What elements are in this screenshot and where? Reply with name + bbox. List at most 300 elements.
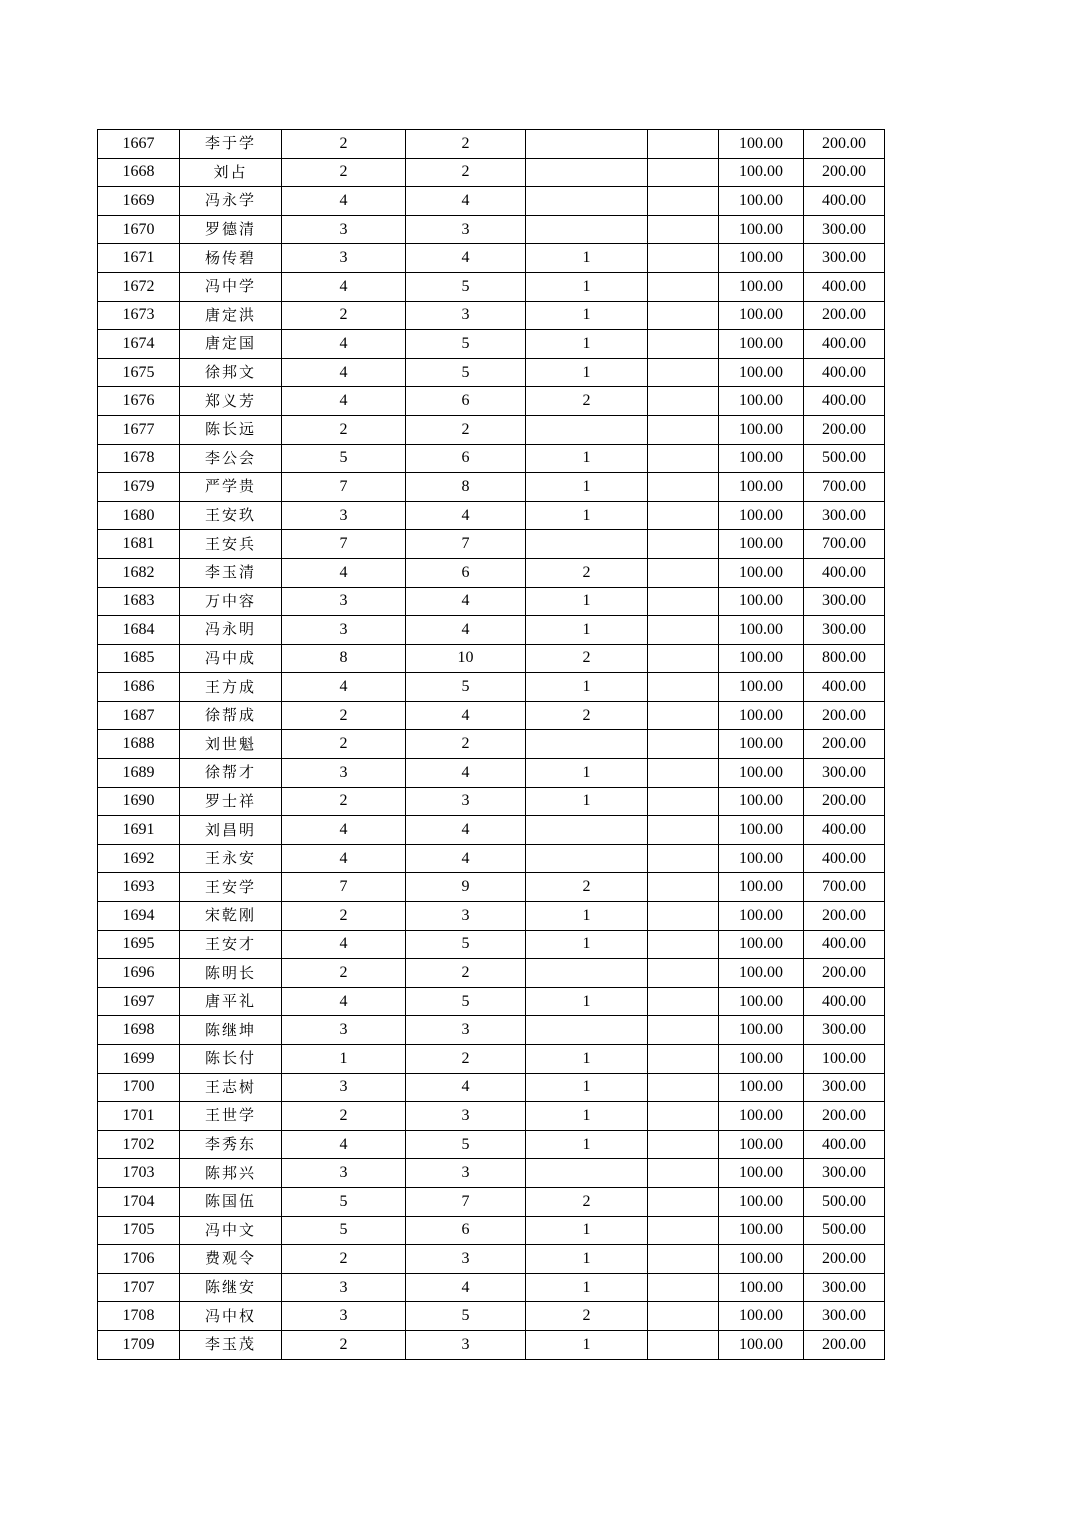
table-row	[98, 444, 885, 473]
total-amount-cell: 400.00	[804, 987, 885, 1016]
count-d-cell	[648, 530, 719, 559]
count-c-cell: 2	[526, 1187, 648, 1216]
unit-amount-cell: 100.00	[719, 1016, 804, 1045]
count-b-cell: 5	[406, 358, 526, 387]
person-name-cell: 冯中学	[180, 272, 282, 301]
total-amount-cell: 200.00	[804, 415, 885, 444]
table-row	[98, 759, 885, 788]
count-a-cell: 4	[282, 558, 406, 587]
count-c-cell	[526, 844, 648, 873]
unit-amount-cell: 100.00	[719, 244, 804, 273]
count-c-cell	[526, 415, 648, 444]
person-name-cell: 刘昌明	[180, 816, 282, 845]
count-d-cell	[648, 1073, 719, 1102]
count-c-cell	[526, 215, 648, 244]
count-b-cell: 5	[406, 673, 526, 702]
row-number-cell: 1683	[98, 587, 180, 616]
person-name-cell: 陈继安	[180, 1273, 282, 1302]
count-b-cell: 5	[406, 930, 526, 959]
count-c-cell: 1	[526, 1073, 648, 1102]
count-c-cell: 2	[526, 1302, 648, 1331]
row-number-cell: 1672	[98, 272, 180, 301]
count-c-cell: 1	[526, 787, 648, 816]
row-number-cell: 1678	[98, 444, 180, 473]
count-d-cell	[648, 816, 719, 845]
count-b-cell: 4	[406, 759, 526, 788]
count-c-cell: 1	[526, 301, 648, 330]
count-b-cell: 3	[406, 1159, 526, 1188]
table-row	[98, 330, 885, 359]
person-name-cell: 陈明长	[180, 959, 282, 988]
total-amount-cell: 500.00	[804, 444, 885, 473]
table-row	[98, 644, 885, 673]
total-amount-cell: 300.00	[804, 244, 885, 273]
data-table	[97, 129, 885, 1360]
row-number-cell: 1702	[98, 1130, 180, 1159]
total-amount-cell: 200.00	[804, 902, 885, 931]
total-amount-cell: 400.00	[804, 358, 885, 387]
count-a-cell: 7	[282, 473, 406, 502]
row-number-cell: 1688	[98, 730, 180, 759]
unit-amount-cell: 100.00	[719, 387, 804, 416]
row-number-cell: 1687	[98, 701, 180, 730]
unit-amount-cell: 100.00	[719, 701, 804, 730]
unit-amount-cell: 100.00	[719, 873, 804, 902]
total-amount-cell: 400.00	[804, 330, 885, 359]
unit-amount-cell: 100.00	[719, 902, 804, 931]
count-b-cell: 5	[406, 1302, 526, 1331]
count-b-cell: 2	[406, 730, 526, 759]
total-amount-cell: 200.00	[804, 301, 885, 330]
count-c-cell: 1	[526, 1245, 648, 1274]
count-a-cell: 8	[282, 644, 406, 673]
count-a-cell: 3	[282, 616, 406, 645]
row-number-cell: 1706	[98, 1245, 180, 1274]
table-row	[98, 215, 885, 244]
unit-amount-cell: 100.00	[719, 759, 804, 788]
unit-amount-cell: 100.00	[719, 616, 804, 645]
total-amount-cell: 400.00	[804, 844, 885, 873]
count-b-cell: 4	[406, 587, 526, 616]
total-amount-cell: 200.00	[804, 701, 885, 730]
total-amount-cell: 400.00	[804, 558, 885, 587]
count-d-cell	[648, 1216, 719, 1245]
table-row	[98, 387, 885, 416]
row-number-cell: 1679	[98, 473, 180, 502]
person-name-cell: 冯中成	[180, 644, 282, 673]
total-amount-cell: 400.00	[804, 187, 885, 216]
total-amount-cell: 700.00	[804, 473, 885, 502]
table-row	[98, 1159, 885, 1188]
count-d-cell	[648, 415, 719, 444]
unit-amount-cell: 100.00	[719, 644, 804, 673]
table-row	[98, 902, 885, 931]
count-d-cell	[648, 844, 719, 873]
count-c-cell: 2	[526, 873, 648, 902]
count-b-cell: 4	[406, 701, 526, 730]
count-c-cell	[526, 530, 648, 559]
unit-amount-cell: 100.00	[719, 1102, 804, 1131]
unit-amount-cell: 100.00	[719, 1245, 804, 1274]
row-number-cell: 1701	[98, 1102, 180, 1131]
count-a-cell: 3	[282, 1273, 406, 1302]
person-name-cell: 杨传碧	[180, 244, 282, 273]
count-c-cell: 1	[526, 1045, 648, 1074]
count-a-cell: 2	[282, 415, 406, 444]
count-a-cell: 3	[282, 244, 406, 273]
row-number-cell: 1690	[98, 787, 180, 816]
total-amount-cell: 400.00	[804, 272, 885, 301]
table-row	[98, 959, 885, 988]
table-row	[98, 358, 885, 387]
unit-amount-cell: 100.00	[719, 1330, 804, 1359]
row-number-cell: 1697	[98, 987, 180, 1016]
count-c-cell: 1	[526, 759, 648, 788]
count-d-cell	[648, 558, 719, 587]
count-a-cell: 4	[282, 816, 406, 845]
person-name-cell: 陈继坤	[180, 1016, 282, 1045]
count-b-cell: 3	[406, 787, 526, 816]
person-name-cell: 唐定洪	[180, 301, 282, 330]
row-number-cell: 1692	[98, 844, 180, 873]
total-amount-cell: 300.00	[804, 759, 885, 788]
row-number-cell: 1674	[98, 330, 180, 359]
count-d-cell	[648, 1273, 719, 1302]
count-d-cell	[648, 1159, 719, 1188]
count-d-cell	[648, 1102, 719, 1131]
table-row	[98, 1330, 885, 1359]
count-b-cell: 3	[406, 1016, 526, 1045]
count-a-cell: 3	[282, 1016, 406, 1045]
count-b-cell: 2	[406, 959, 526, 988]
count-c-cell: 1	[526, 1130, 648, 1159]
table-row	[98, 130, 885, 159]
count-a-cell: 4	[282, 930, 406, 959]
unit-amount-cell: 100.00	[719, 1302, 804, 1331]
count-c-cell	[526, 130, 648, 159]
person-name-cell: 刘占	[180, 158, 282, 187]
table-row	[98, 1273, 885, 1302]
count-a-cell: 2	[282, 701, 406, 730]
count-b-cell: 5	[406, 987, 526, 1016]
row-number-cell: 1682	[98, 558, 180, 587]
count-d-cell	[648, 987, 719, 1016]
count-a-cell: 3	[282, 1159, 406, 1188]
count-b-cell: 6	[406, 558, 526, 587]
person-name-cell: 陈长远	[180, 415, 282, 444]
table-row	[98, 1073, 885, 1102]
count-c-cell: 1	[526, 330, 648, 359]
count-b-cell: 7	[406, 1187, 526, 1216]
person-name-cell: 李于学	[180, 130, 282, 159]
total-amount-cell: 700.00	[804, 530, 885, 559]
total-amount-cell: 400.00	[804, 930, 885, 959]
count-a-cell: 5	[282, 1187, 406, 1216]
person-name-cell: 王志树	[180, 1073, 282, 1102]
count-b-cell: 4	[406, 244, 526, 273]
total-amount-cell: 300.00	[804, 1273, 885, 1302]
person-name-cell: 宋乾刚	[180, 902, 282, 931]
count-d-cell	[648, 1330, 719, 1359]
count-c-cell: 1	[526, 1330, 648, 1359]
total-amount-cell: 400.00	[804, 1130, 885, 1159]
total-amount-cell: 300.00	[804, 215, 885, 244]
unit-amount-cell: 100.00	[719, 130, 804, 159]
total-amount-cell: 500.00	[804, 1187, 885, 1216]
table-row	[98, 1302, 885, 1331]
count-b-cell: 4	[406, 816, 526, 845]
count-a-cell: 5	[282, 444, 406, 473]
count-c-cell: 1	[526, 473, 648, 502]
total-amount-cell: 300.00	[804, 1073, 885, 1102]
count-a-cell: 3	[282, 587, 406, 616]
unit-amount-cell: 100.00	[719, 1073, 804, 1102]
count-d-cell	[648, 130, 719, 159]
count-d-cell	[648, 701, 719, 730]
table-row	[98, 1102, 885, 1131]
person-name-cell: 李公会	[180, 444, 282, 473]
total-amount-cell: 700.00	[804, 873, 885, 902]
count-a-cell: 7	[282, 873, 406, 902]
row-number-cell: 1693	[98, 873, 180, 902]
count-b-cell: 2	[406, 1045, 526, 1074]
count-c-cell	[526, 959, 648, 988]
count-a-cell: 2	[282, 730, 406, 759]
unit-amount-cell: 100.00	[719, 1045, 804, 1074]
person-name-cell: 冯永学	[180, 187, 282, 216]
row-number-cell: 1696	[98, 959, 180, 988]
total-amount-cell: 400.00	[804, 387, 885, 416]
person-name-cell: 徐邦文	[180, 358, 282, 387]
table-row	[98, 473, 885, 502]
count-a-cell: 3	[282, 1302, 406, 1331]
count-b-cell: 5	[406, 272, 526, 301]
table-row	[98, 1045, 885, 1074]
table-row	[98, 301, 885, 330]
unit-amount-cell: 100.00	[719, 1187, 804, 1216]
unit-amount-cell: 100.00	[719, 415, 804, 444]
row-number-cell: 1670	[98, 215, 180, 244]
row-number-cell: 1676	[98, 387, 180, 416]
unit-amount-cell: 100.00	[719, 301, 804, 330]
count-b-cell: 2	[406, 158, 526, 187]
total-amount-cell: 200.00	[804, 130, 885, 159]
count-b-cell: 5	[406, 330, 526, 359]
row-number-cell: 1677	[98, 415, 180, 444]
person-name-cell: 李玉清	[180, 558, 282, 587]
total-amount-cell: 200.00	[804, 1102, 885, 1131]
unit-amount-cell: 100.00	[719, 215, 804, 244]
count-c-cell: 2	[526, 387, 648, 416]
count-c-cell: 1	[526, 587, 648, 616]
row-number-cell: 1675	[98, 358, 180, 387]
row-number-cell: 1673	[98, 301, 180, 330]
total-amount-cell: 300.00	[804, 1302, 885, 1331]
count-d-cell	[648, 301, 719, 330]
count-a-cell: 7	[282, 530, 406, 559]
row-number-cell: 1667	[98, 130, 180, 159]
count-a-cell: 3	[282, 501, 406, 530]
count-a-cell: 2	[282, 1102, 406, 1131]
count-a-cell: 2	[282, 130, 406, 159]
person-name-cell: 王安才	[180, 930, 282, 959]
total-amount-cell: 200.00	[804, 1245, 885, 1274]
count-c-cell: 1	[526, 987, 648, 1016]
total-amount-cell: 200.00	[804, 730, 885, 759]
count-c-cell	[526, 1159, 648, 1188]
table-row	[98, 1130, 885, 1159]
count-b-cell: 3	[406, 1102, 526, 1131]
person-name-cell: 陈国伍	[180, 1187, 282, 1216]
count-c-cell: 2	[526, 701, 648, 730]
unit-amount-cell: 100.00	[719, 930, 804, 959]
unit-amount-cell: 100.00	[719, 787, 804, 816]
table-row	[98, 987, 885, 1016]
unit-amount-cell: 100.00	[719, 987, 804, 1016]
row-number-cell: 1684	[98, 616, 180, 645]
row-number-cell: 1680	[98, 501, 180, 530]
row-number-cell: 1695	[98, 930, 180, 959]
unit-amount-cell: 100.00	[719, 187, 804, 216]
person-name-cell: 郑义芳	[180, 387, 282, 416]
person-name-cell: 严学贵	[180, 473, 282, 502]
table-row	[98, 501, 885, 530]
person-name-cell: 王安学	[180, 873, 282, 902]
count-b-cell: 4	[406, 844, 526, 873]
count-d-cell	[648, 1302, 719, 1331]
count-c-cell	[526, 187, 648, 216]
count-c-cell: 2	[526, 558, 648, 587]
row-number-cell: 1699	[98, 1045, 180, 1074]
count-b-cell: 4	[406, 1073, 526, 1102]
count-a-cell: 2	[282, 787, 406, 816]
count-d-cell	[648, 501, 719, 530]
count-b-cell: 4	[406, 501, 526, 530]
count-d-cell	[648, 387, 719, 416]
count-d-cell	[648, 587, 719, 616]
table-row	[98, 1016, 885, 1045]
row-number-cell: 1686	[98, 673, 180, 702]
table-body	[98, 130, 885, 1360]
table-row	[98, 158, 885, 187]
total-amount-cell: 300.00	[804, 501, 885, 530]
count-d-cell	[648, 1045, 719, 1074]
count-a-cell: 3	[282, 1073, 406, 1102]
unit-amount-cell: 100.00	[719, 473, 804, 502]
person-name-cell: 陈邦兴	[180, 1159, 282, 1188]
count-a-cell: 2	[282, 1330, 406, 1359]
count-a-cell: 2	[282, 158, 406, 187]
count-d-cell	[648, 158, 719, 187]
unit-amount-cell: 100.00	[719, 1130, 804, 1159]
unit-amount-cell: 100.00	[719, 730, 804, 759]
unit-amount-cell: 100.00	[719, 358, 804, 387]
count-b-cell: 4	[406, 616, 526, 645]
count-c-cell	[526, 730, 648, 759]
table-row	[98, 244, 885, 273]
count-d-cell	[648, 759, 719, 788]
table-row	[98, 187, 885, 216]
total-amount-cell: 300.00	[804, 1016, 885, 1045]
count-a-cell: 5	[282, 1216, 406, 1245]
count-d-cell	[648, 873, 719, 902]
person-name-cell: 刘世魁	[180, 730, 282, 759]
count-a-cell: 4	[282, 187, 406, 216]
count-b-cell: 2	[406, 415, 526, 444]
total-amount-cell: 500.00	[804, 1216, 885, 1245]
unit-amount-cell: 100.00	[719, 587, 804, 616]
count-c-cell: 1	[526, 1273, 648, 1302]
count-b-cell: 8	[406, 473, 526, 502]
person-name-cell: 徐帮成	[180, 701, 282, 730]
person-name-cell: 唐定国	[180, 330, 282, 359]
count-c-cell: 1	[526, 272, 648, 301]
count-d-cell	[648, 959, 719, 988]
unit-amount-cell: 100.00	[719, 501, 804, 530]
total-amount-cell: 100.00	[804, 1045, 885, 1074]
total-amount-cell: 300.00	[804, 587, 885, 616]
count-a-cell: 4	[282, 358, 406, 387]
unit-amount-cell: 100.00	[719, 844, 804, 873]
count-c-cell	[526, 816, 648, 845]
count-d-cell	[648, 673, 719, 702]
total-amount-cell: 300.00	[804, 1159, 885, 1188]
person-name-cell: 李玉茂	[180, 1330, 282, 1359]
count-d-cell	[648, 358, 719, 387]
count-d-cell	[648, 730, 719, 759]
person-name-cell: 罗德清	[180, 215, 282, 244]
person-name-cell: 冯中权	[180, 1302, 282, 1331]
table-row	[98, 616, 885, 645]
count-c-cell: 1	[526, 501, 648, 530]
count-d-cell	[648, 616, 719, 645]
count-b-cell: 3	[406, 1330, 526, 1359]
row-number-cell: 1668	[98, 158, 180, 187]
unit-amount-cell: 100.00	[719, 558, 804, 587]
count-a-cell: 4	[282, 272, 406, 301]
table-row	[98, 930, 885, 959]
count-a-cell: 4	[282, 330, 406, 359]
row-number-cell: 1700	[98, 1073, 180, 1102]
unit-amount-cell: 100.00	[719, 673, 804, 702]
person-name-cell: 王世学	[180, 1102, 282, 1131]
table-row	[98, 587, 885, 616]
count-d-cell	[648, 330, 719, 359]
count-d-cell	[648, 930, 719, 959]
table-row	[98, 873, 885, 902]
count-b-cell: 5	[406, 1130, 526, 1159]
table-row	[98, 1216, 885, 1245]
row-number-cell: 1704	[98, 1187, 180, 1216]
unit-amount-cell: 100.00	[719, 1216, 804, 1245]
count-d-cell	[648, 1130, 719, 1159]
count-c-cell: 1	[526, 616, 648, 645]
count-a-cell: 2	[282, 902, 406, 931]
count-b-cell: 6	[406, 387, 526, 416]
person-name-cell: 冯永明	[180, 616, 282, 645]
row-number-cell: 1685	[98, 644, 180, 673]
count-c-cell: 1	[526, 1216, 648, 1245]
unit-amount-cell: 100.00	[719, 1273, 804, 1302]
count-b-cell: 3	[406, 1245, 526, 1274]
count-d-cell	[648, 244, 719, 273]
unit-amount-cell: 100.00	[719, 272, 804, 301]
count-a-cell: 3	[282, 759, 406, 788]
total-amount-cell: 200.00	[804, 1330, 885, 1359]
count-c-cell: 2	[526, 644, 648, 673]
row-number-cell: 1694	[98, 902, 180, 931]
unit-amount-cell: 100.00	[719, 330, 804, 359]
